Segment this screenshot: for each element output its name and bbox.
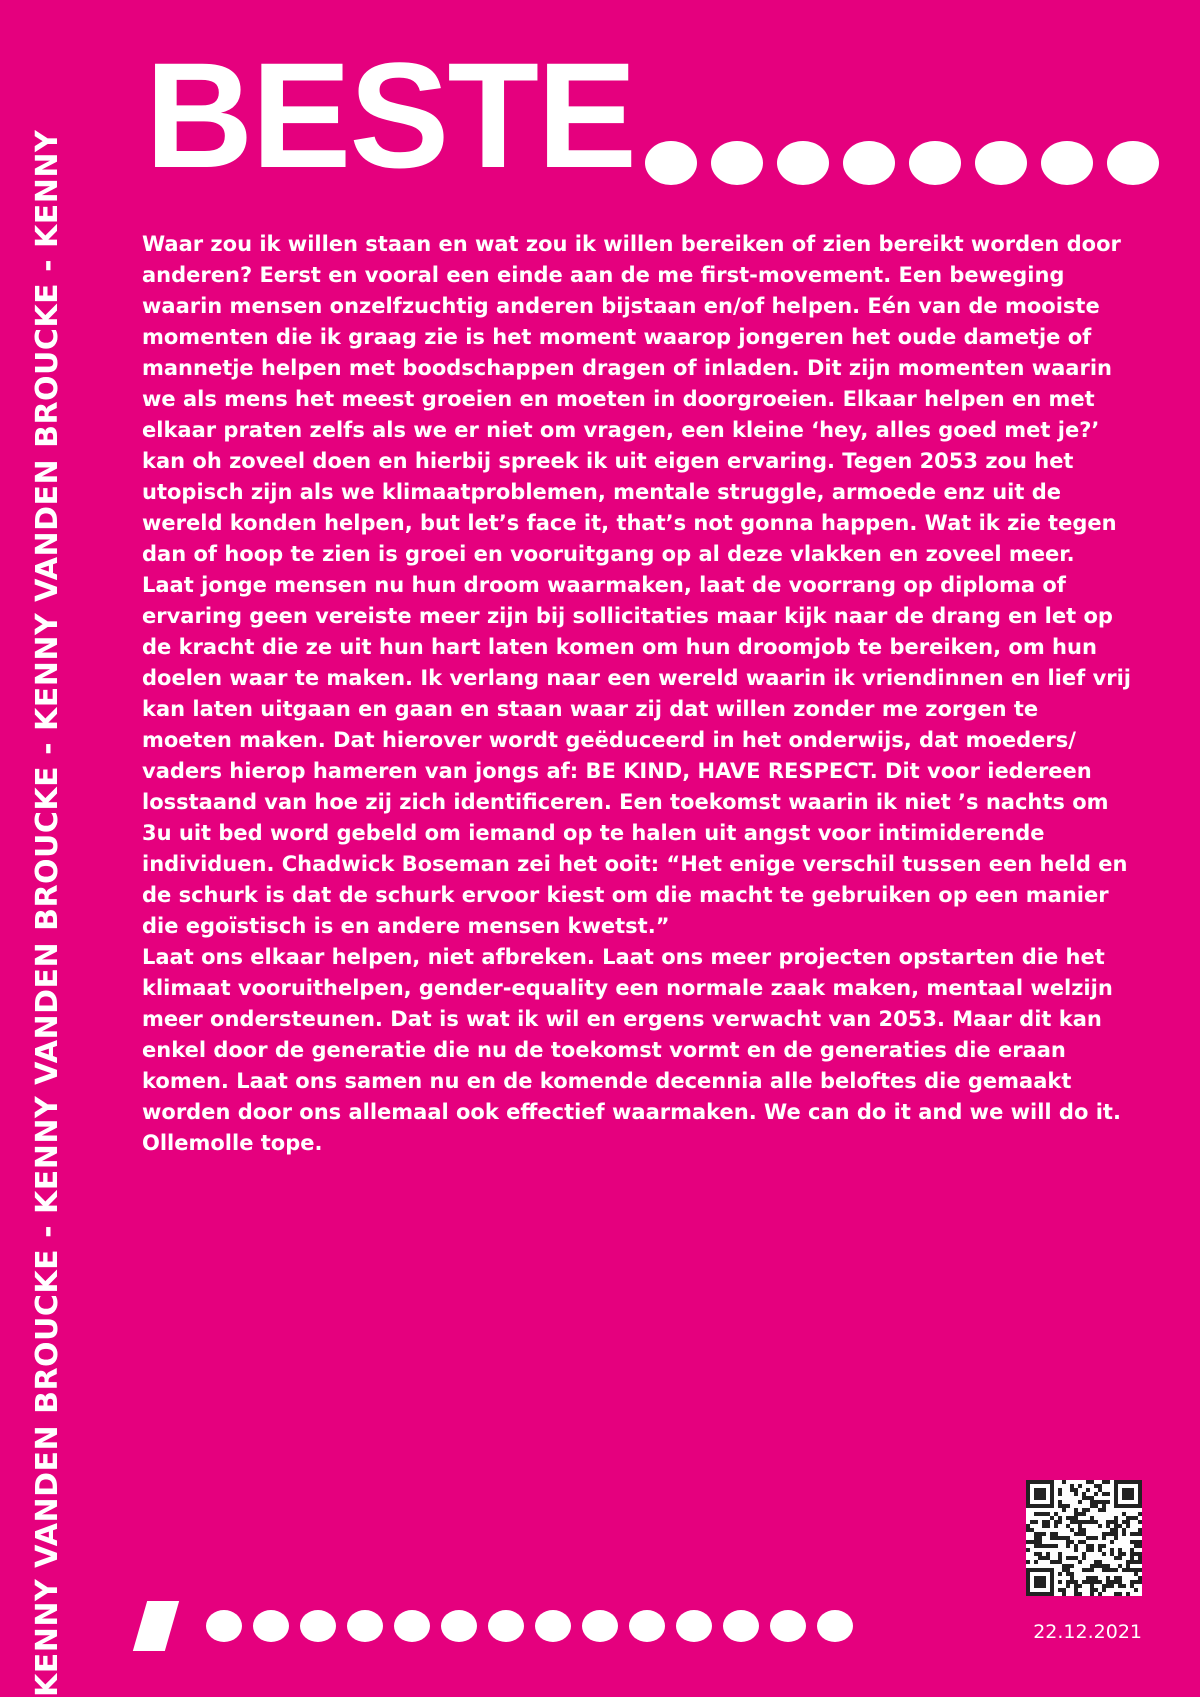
bottom-dots: [206, 1610, 853, 1642]
bottom-dot: [488, 1610, 524, 1642]
bottom-dot: [535, 1610, 571, 1642]
bottom-dot: [817, 1610, 853, 1642]
vertical-author-name: KENNY VANDEN BROUCKE - KENNY VANDEN BROUCKE - KENNY VANDEN BROUCKE - KENNY: [30, 129, 65, 1697]
bottom-dot: [676, 1610, 712, 1642]
bottom-dot: [629, 1610, 665, 1642]
headline-dot: [843, 141, 895, 185]
bottom-dot: [770, 1610, 806, 1642]
bottom-dot: [300, 1610, 336, 1642]
headline-word: BESTE: [145, 31, 636, 199]
bottom-dot: [253, 1610, 289, 1642]
bottom-dot: [394, 1610, 430, 1642]
qr-code[interactable]: [1026, 1480, 1142, 1596]
date-label: 22.12.2021: [1033, 1621, 1142, 1643]
letter-paragraph-1: Waar zou ik willen staan en wat zou ik willen bereiken of zien bereikt worden door anderen? Eerst en vooral een einde aan de me first-movement. Een beweging waarin mensen onzelfzuchtig anderen bijstaan en/of helpen. Eén van de mooiste momenten die ik graag zie is het moment waarop jongeren het oude dametje of mannetje helpen met boodschappen dragen of inladen. Dit zijn momenten waarin we als mens het meest groeien en moeten in doorgroeien. Elkaar helpen en met elkaar praten zelfs als we er niet om vragen, een kleine ‘hey, alles goed met je?’ kan oh zoveel doen en hierbij spreek ik uit eigen ervaring. Tegen 2053 zou het utopisch zijn als we klimaatproblemen, mentale struggle, armoede enz uit de wereld konden helpen, but let’s face it, that’s not gonna happen. Wat ik zie tegen dan of hoop te zien is groei en vooruitgang op al deze vlakken en zoveel meer.: [142, 232, 1121, 566]
bottom-dot: [441, 1610, 477, 1642]
headline-dot: [777, 141, 829, 185]
bottom-dot: [347, 1610, 383, 1642]
headline-dots: [645, 141, 1159, 190]
letter-paragraph-2: Laat jonge mensen nu hun droom waarmaken, laat de voorrang op diploma of ervaring geen vereiste meer zijn bij sollicitaties maar kijk naar de drang en let op de kracht die ze uit hun hart laten komen om hun droomjob te bereiken, om hun doelen waar te maken. Ik verlang naar een wereld waarin ik vriendinnen en lief vrij kan laten uitgaan en gaan en staan waar zij dat willen zonder me zorgen te moeten maken. Dat hierover wordt geëduceerd in het onderwijs, dat moeders/ vaders hierop hameren van jongs af: BE KIND, HAVE RESPECT. Dit voor iedereen losstaand van hoe zij zich identificeren. Een toekomst waarin ik niet ’s nachts om 3u uit bed word gebeld om iemand op te halen uit angst voor intimiderende individuen. Chadwick Boseman zei het ooit: “Het enige verschil tussen een held en de schurk is dat de schurk ervoor kiest om die macht te gebruiken op een manier die egoïstisch is en andere mensen kwetst.”: [142, 573, 1132, 938]
headline-dot: [1107, 141, 1159, 185]
headline-dot: [975, 141, 1027, 185]
headline: [145, 31, 1159, 199]
headline-dot: [645, 141, 697, 185]
letter-body: [142, 229, 1132, 1159]
bottom-dot: [582, 1610, 618, 1642]
slash-mark: [133, 1601, 179, 1651]
letter-paragraph-3: Laat ons elkaar helpen, niet afbreken. Laat ons meer projecten opstarten die het klimaat vooruithelpen, gender-equality een normale zaak maken, mentaal welzijn meer ondersteunen. Dat is wat ik wil en ergens verwacht van 2053. Maar dit kan enkel door de generatie die nu de toekomst vormt en de generaties die eraan komen. Laat ons samen nu en de komende decennia alle beloftes die gemaakt worden door ons allemaal ook effectief waarmaken. We can do it and we will do it. Ollemolle tope.: [142, 945, 1121, 1155]
bottom-dot: [206, 1610, 242, 1642]
bottom-dot: [723, 1610, 759, 1642]
bottom-decoration: [140, 1601, 853, 1651]
headline-dot: [711, 141, 763, 185]
headline-dot: [909, 141, 961, 185]
headline-dot: [1041, 141, 1093, 185]
qr-code-graphic: [1026, 1480, 1142, 1596]
